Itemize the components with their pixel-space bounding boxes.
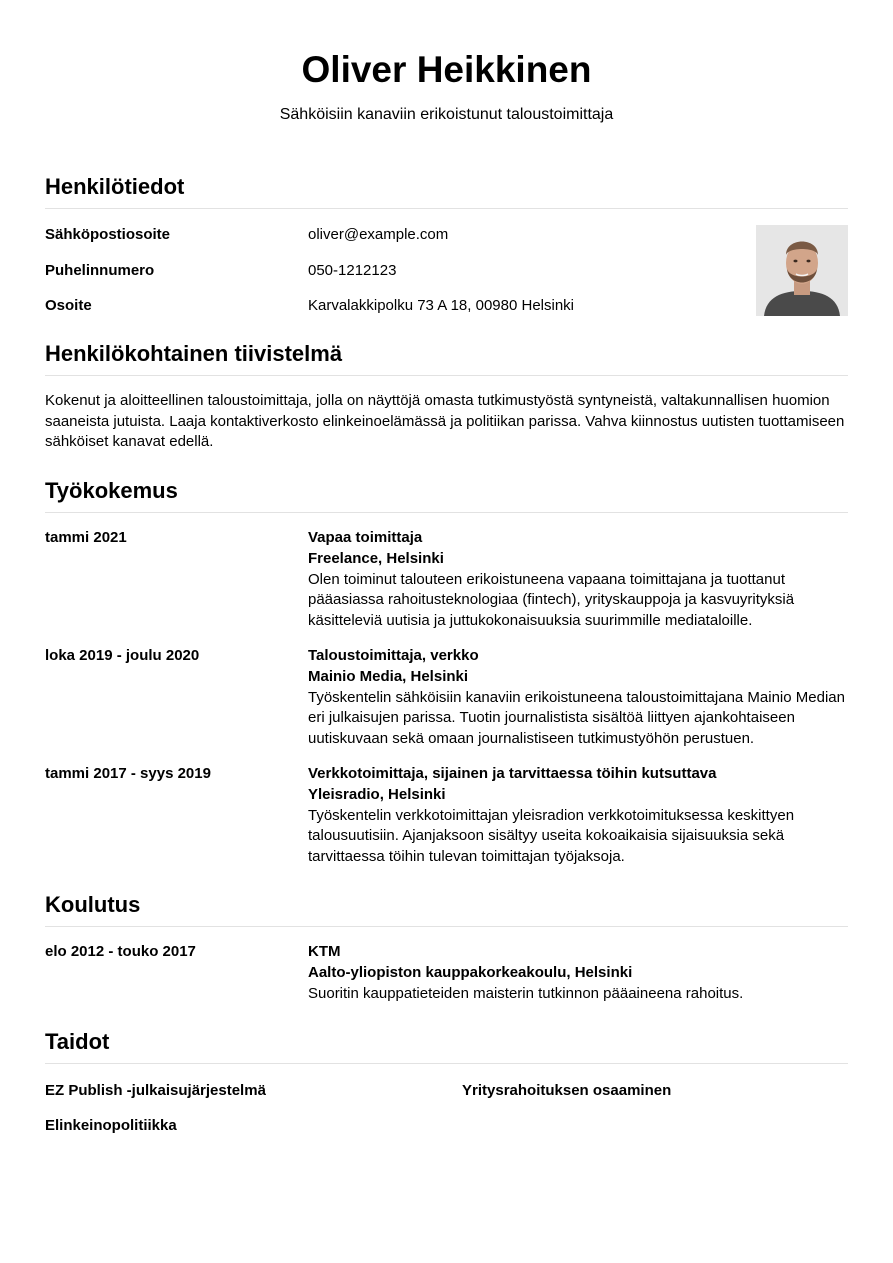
address-value: Karvalakkipolku 73 A 18, 00980 Helsinki — [308, 297, 575, 314]
section-divider — [45, 208, 848, 209]
experience-organization: Yleisradio, Helsinki — [308, 785, 446, 803]
skill-item: Yritysrahoituksen osaaminen — [462, 1082, 672, 1099]
profile-photo-image — [756, 225, 848, 316]
experience-organization: Mainio Media, Helsinki — [308, 667, 469, 685]
skill-item: Elinkeinopolitiikka — [45, 1117, 177, 1134]
experience-date: loka 2019 - joulu 2020 — [45, 647, 200, 664]
section-divider — [45, 375, 848, 376]
section-title-personal: Henkilötiedot — [45, 174, 185, 199]
experience-description: Työskentelin verkkotoimittajan yleisradion verkkotoimituksessa keskittyen talousuutisiin. Ajanjaksoon sisältyy useita kokoaikaisia sijaisuuksia sekä tarvittaessa töihin tulevan toimittajan työjaksoja. — [308, 806, 795, 866]
section-divider — [45, 1063, 848, 1064]
candidate-headline: Sähköisiin kanaviin erikoistunut taloustoimittaja — [279, 106, 614, 123]
experience-role: Verkkotoimittaja, sijainen ja tarvittaessa töihin kutsuttava — [308, 765, 717, 782]
address-label: Osoite — [45, 297, 92, 314]
education-school: Aalto-yliopiston kauppakorkeakoulu, Helsinki — [308, 963, 633, 981]
candidate-name: Oliver Heikkinen — [301, 49, 592, 90]
summary-text: Kokenut ja aloitteellinen taloustoimittaja, jolla on näyttöjä omasta tutkimustyöstä syntyneistä, valtakunnallisen huomion saaneista jutuista. Laaja kontaktiverkosto elinkeinoelämässä ja politiikan parissa. Vahva kiinnostus uutisten tuottamiseen sähköiset kanavat edellä. — [45, 392, 845, 451]
experience-date: tammi 2017 - syys 2019 — [45, 765, 211, 782]
section-divider — [45, 926, 848, 927]
section-title-summary: Henkilökohtainen tiivistelmä — [45, 341, 343, 366]
section-title-education: Koulutus — [45, 892, 141, 917]
education-date: elo 2012 - touko 2017 — [45, 943, 196, 960]
profile-photo — [756, 225, 848, 316]
section-divider — [45, 512, 848, 513]
education-description: Suoritin kauppatieteiden maisterin tutkinnon pääaineena rahoitus. — [308, 984, 744, 1002]
email-value: oliver@example.com — [308, 226, 449, 243]
experience-role: Taloustoimittaja, verkko — [308, 647, 479, 664]
experience-description: Olen toiminut talouteen erikoistuneena vapaana toimittajana ja tuottanut pääasiassa rahoitusteknologiaa (fintech), yrityskauppoja ja kasvuyrityksiä käsitteleviä uutisia ja juttukokonaisuuksia suurimmille mediataloille. — [308, 570, 795, 630]
experience-organization: Freelance, Helsinki — [308, 549, 444, 567]
section-title-experience: Työkokemus — [45, 478, 178, 503]
phone-value: 050-1212123 — [308, 262, 397, 279]
experience-date: tammi 2021 — [45, 529, 127, 546]
education-degree: KTM — [308, 943, 341, 960]
experience-description: Työskentelin sähköisiin kanaviin erikoistuneena taloustoimittajana Mainio Median eri julkaisujen parissa. Tuotin journalistista sisältöä liittyen ajankohtaiseen uutiskuvaan sekä omaan journalistiseen tutkimustyöhön perustuen. — [308, 688, 845, 748]
email-label: Sähköpostiosoite — [45, 226, 171, 243]
phone-label: Puhelinnumero — [45, 262, 155, 279]
skill-item: EZ Publish -julkaisujärjestelmä — [45, 1082, 266, 1099]
section-title-skills: Taidot — [45, 1029, 110, 1054]
experience-role: Vapaa toimittaja — [308, 529, 423, 546]
